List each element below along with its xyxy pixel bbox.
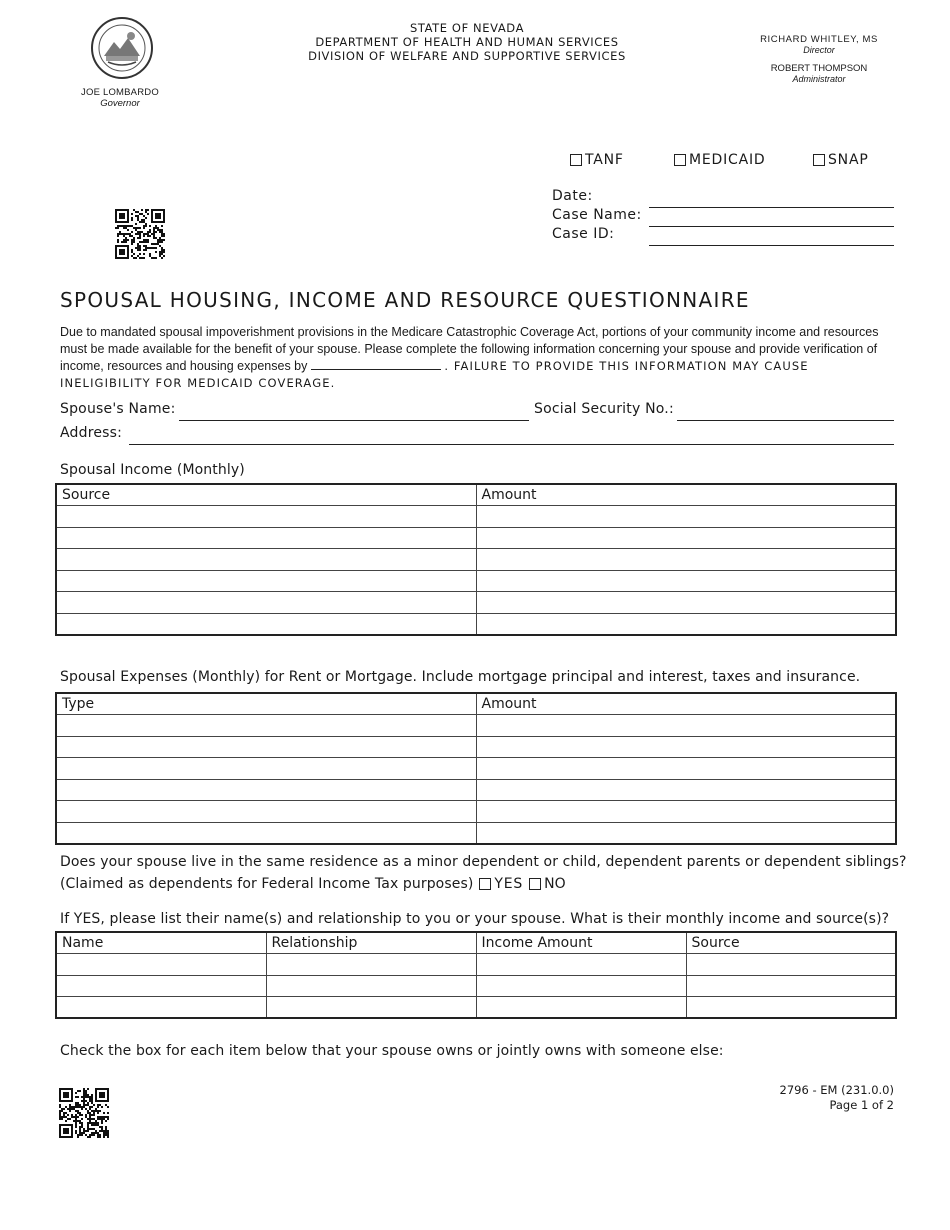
intro-warning: . FAILURE TO PROVIDE THIS INFORMATION MAY CAUSE INELIGIBILITY FOR MEDICAID COVERAGE. (60, 359, 809, 390)
expense-type-cell[interactable] (56, 801, 476, 823)
intro-text: Due to mandated spousal impoverishment provisions in the Medicare Catastrophic Coverage Act, portions of your community income and resources must be made available for the benefit of your spouse. Please complete the following information concerning your spouse and provide verification of income, resources and housing expenses by (60, 325, 879, 373)
medicaid-checkbox[interactable] (674, 154, 686, 166)
expense-amount-cell[interactable] (476, 736, 896, 758)
dependent-name-cell[interactable] (56, 975, 266, 997)
dependents-list-prompt: If YES, please list their name(s) and relationship to you or your spouse. What is their monthly income and source(s)? (60, 911, 890, 927)
expense-amount-cell[interactable] (476, 822, 896, 844)
dependents-col-name: Name (56, 932, 266, 954)
dependents-col-income-amount: Income Amount (476, 932, 686, 954)
expenses-col-amount: Amount (476, 693, 896, 715)
dependent-source-cell[interactable] (686, 954, 896, 976)
expense-type-cell[interactable] (56, 779, 476, 801)
dependents-no-checkbox[interactable] (529, 878, 541, 890)
expense-amount-cell[interactable] (476, 715, 896, 737)
table-row (56, 758, 896, 780)
agency-line-state: STATE OF NEVADA (409, 21, 525, 35)
dependents-question-note: (Claimed as dependents for Federal Income Tax purposes) (60, 876, 474, 892)
income-col-source: Source (56, 484, 476, 506)
qr-code-icon (115, 209, 165, 259)
expense-type-cell[interactable] (56, 715, 476, 737)
table-row (56, 549, 896, 571)
spouse-name-label: Spouse's Name: (60, 401, 176, 417)
dependents-yes-checkbox[interactable] (479, 878, 491, 890)
date-field[interactable] (649, 207, 894, 208)
tanf-label: TANF (585, 152, 624, 168)
dependents-col-relationship: Relationship (266, 932, 476, 954)
expense-amount-cell[interactable] (476, 758, 896, 780)
table-row (56, 570, 896, 592)
page-number: Page 1 of 2 (829, 1098, 894, 1112)
income-source-cell[interactable] (56, 613, 476, 635)
dependent-source-cell[interactable] (686, 997, 896, 1019)
agency-line-department: DEPARTMENT OF HEALTH AND HUMAN SERVICES (315, 35, 619, 49)
form-number: 2796 - EM (231.0.0) (779, 1083, 894, 1097)
table-row (56, 527, 896, 549)
income-source-cell[interactable] (56, 592, 476, 614)
administrator-name: ROBERT THOMPSON (770, 63, 868, 74)
verification-date-field[interactable] (311, 357, 441, 370)
income-amount-cell[interactable] (476, 592, 896, 614)
income-amount-cell[interactable] (476, 527, 896, 549)
expenses-heading: Spousal Expenses (Monthly) for Rent or Mortgage. Include mortgage principal and interest, taxes and insurance. (60, 669, 861, 685)
dependents-yes-label: YES (494, 876, 524, 892)
snap-checkbox[interactable] (813, 154, 825, 166)
dependent-name-cell[interactable] (56, 997, 266, 1019)
case-id-field[interactable] (649, 245, 894, 246)
income-col-amount: Amount (476, 484, 896, 506)
dependents-table (55, 931, 897, 1019)
table-row (56, 506, 896, 528)
expenses-table (55, 692, 897, 845)
expenses-header-row (56, 693, 896, 715)
dependents-header-row (56, 932, 896, 954)
dependent-income-cell[interactable] (476, 954, 686, 976)
state-seal-icon (90, 16, 154, 80)
governor-name: JOE LOMBARDO (81, 87, 159, 98)
program-option-snap[interactable] (813, 152, 869, 168)
income-header-row (56, 484, 896, 506)
medicaid-label: MEDICAID (689, 152, 766, 168)
program-option-medicaid[interactable] (674, 152, 766, 168)
expense-amount-cell[interactable] (476, 801, 896, 823)
income-table (55, 483, 897, 636)
qr-code-icon (59, 1088, 109, 1138)
date-label: Date: (552, 188, 593, 204)
dependents-col-source: Source (686, 932, 896, 954)
program-option-tanf[interactable] (570, 152, 624, 168)
table-row (56, 592, 896, 614)
dependents-question: Does your spouse live in the same residence as a minor dependent or child, dependent parents or dependent siblings? (60, 854, 907, 870)
form-footer (760, 1083, 894, 1113)
agency-header (267, 21, 667, 63)
expense-type-cell[interactable] (56, 822, 476, 844)
dependent-income-cell[interactable] (476, 997, 686, 1019)
dependent-relationship-cell[interactable] (266, 954, 476, 976)
table-row (56, 613, 896, 635)
income-source-cell[interactable] (56, 527, 476, 549)
tanf-checkbox[interactable] (570, 154, 582, 166)
income-amount-cell[interactable] (476, 613, 896, 635)
income-amount-cell[interactable] (476, 549, 896, 571)
income-source-cell[interactable] (56, 570, 476, 592)
ssn-field[interactable] (677, 420, 894, 421)
table-row (56, 822, 896, 844)
ssn-label: Social Security No.: (534, 401, 674, 417)
case-name-field[interactable] (649, 226, 894, 227)
dependent-relationship-cell[interactable] (266, 975, 476, 997)
income-source-cell[interactable] (56, 506, 476, 528)
income-amount-cell[interactable] (476, 506, 896, 528)
officials-block (744, 34, 894, 84)
spouse-name-field[interactable] (179, 420, 529, 421)
address-label: Address: (60, 425, 123, 441)
form-title: SPOUSAL HOUSING, INCOME AND RESOURCE QUESTIONNAIRE (60, 288, 750, 312)
table-row (56, 997, 896, 1019)
income-source-cell[interactable] (56, 549, 476, 571)
intro-paragraph (60, 324, 895, 391)
director-title: Director (803, 45, 835, 55)
agency-line-division: DIVISION OF WELFARE AND SUPPORTIVE SERVICES (308, 49, 626, 63)
case-id-label: Case ID: (552, 226, 615, 242)
director-name: RICHARD WHITLEY, MS (760, 34, 878, 45)
table-row (56, 801, 896, 823)
dependent-income-cell[interactable] (476, 975, 686, 997)
dependent-source-cell[interactable] (686, 975, 896, 997)
expense-type-cell[interactable] (56, 736, 476, 758)
governor-title: Governor (100, 98, 140, 109)
dependents-no-label: NO (544, 876, 566, 892)
dependents-question-line2 (60, 876, 566, 892)
administrator-title: Administrator (792, 74, 846, 84)
table-row (56, 954, 896, 976)
dependent-relationship-cell[interactable] (266, 997, 476, 1019)
income-amount-cell[interactable] (476, 570, 896, 592)
table-row (56, 975, 896, 997)
expense-amount-cell[interactable] (476, 779, 896, 801)
expenses-col-type: Type (56, 693, 476, 715)
expense-type-cell[interactable] (56, 758, 476, 780)
income-heading: Spousal Income (Monthly) (60, 462, 245, 478)
case-name-label: Case Name: (552, 207, 642, 223)
table-row (56, 715, 896, 737)
address-field[interactable] (129, 444, 894, 445)
ownership-prompt: Check the box for each item below that your spouse owns or jointly owns with someone else: (60, 1043, 724, 1059)
dependent-name-cell[interactable] (56, 954, 266, 976)
snap-label: SNAP (828, 152, 869, 168)
table-row (56, 779, 896, 801)
table-row (56, 736, 896, 758)
